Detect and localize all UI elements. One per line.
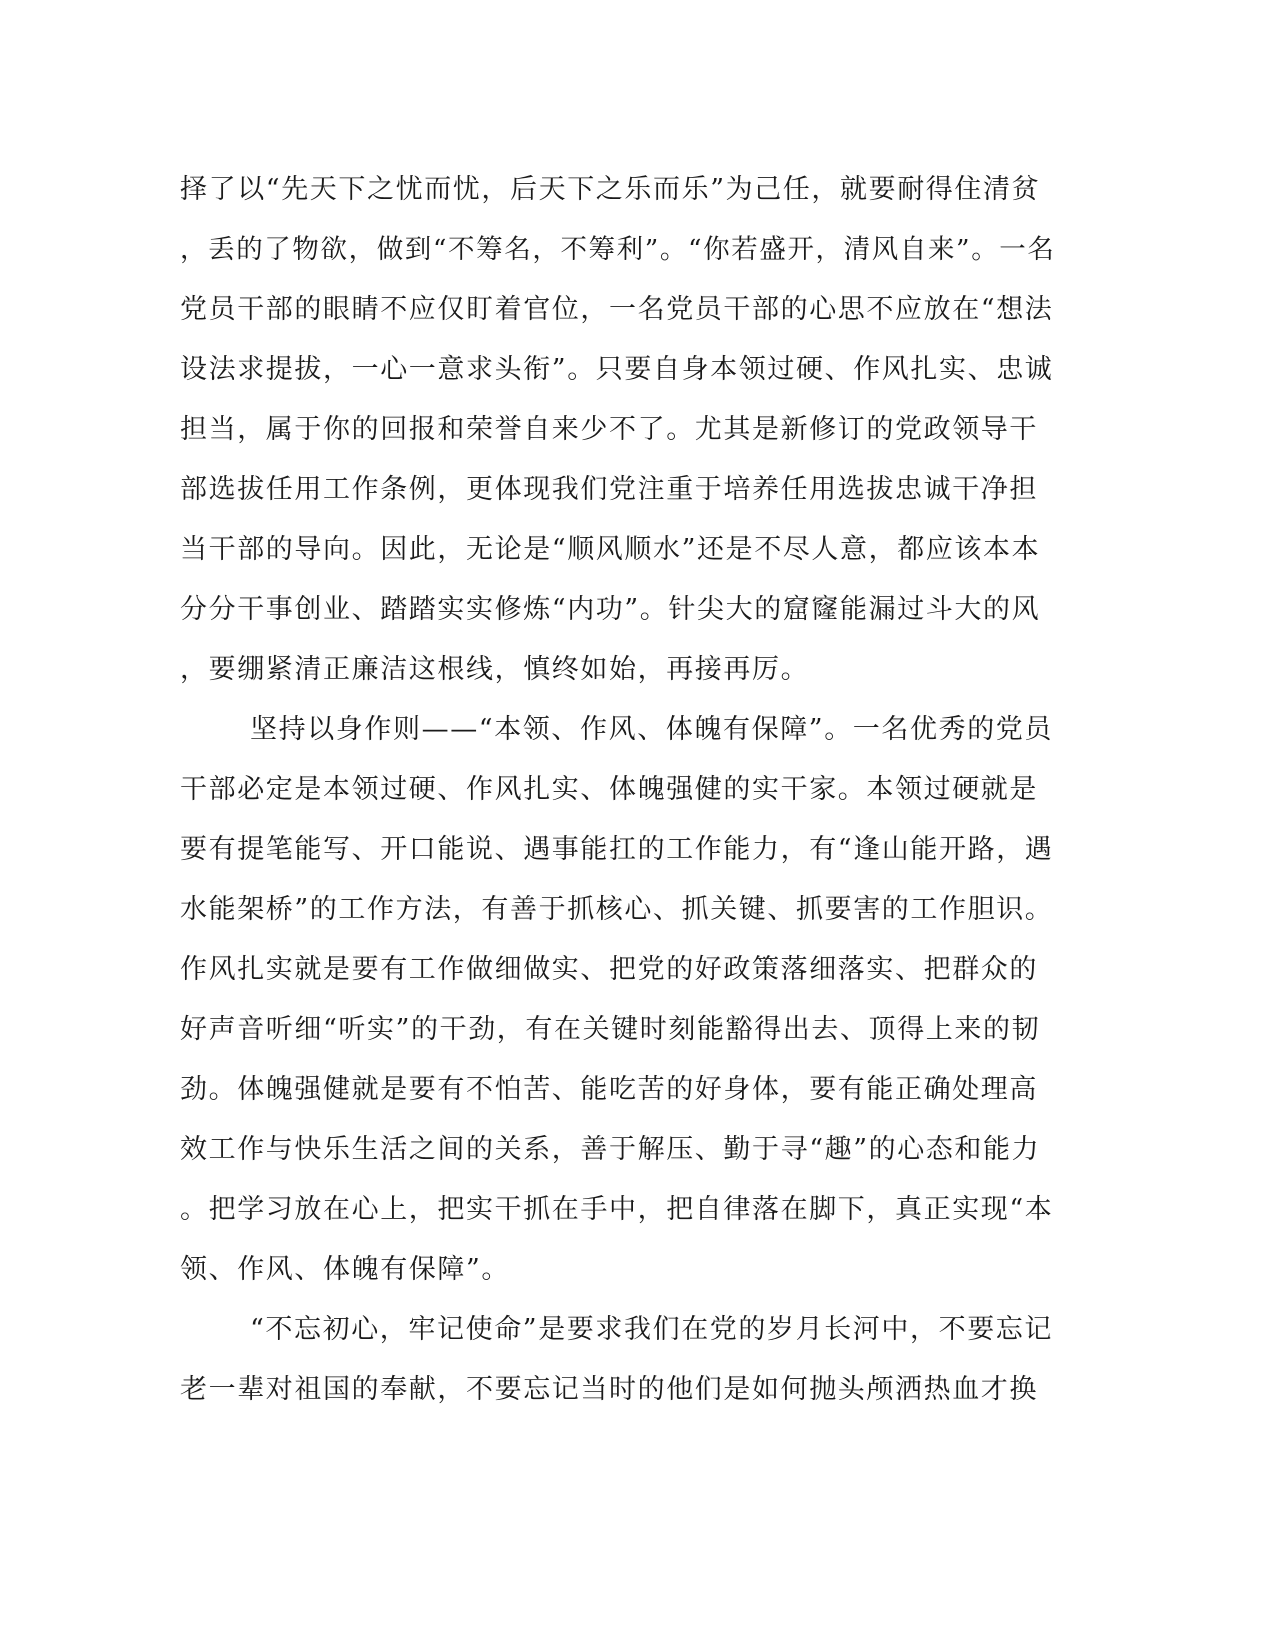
text-line: 择了以“先天下之忧而忧，后天下之乐而乐”为己任，就要耐得住清贫 xyxy=(180,174,1041,205)
text-line: 党员干部的眼睛不应仅盯着官位，一名党员干部的心思不应放在“想法 xyxy=(180,294,1054,325)
paragraph-2 xyxy=(180,700,1060,1300)
paragraph-1 xyxy=(180,160,1060,700)
text-line: 分分干事创业、踏踏实实修炼“内功”。针尖大的窟窿能漏过斗大的风 xyxy=(180,594,1041,625)
text-line: 好声音听细“听实”的干劲，有在关键时刻能豁得出去、顶得上来的韧 xyxy=(180,1014,1041,1045)
text-line: 作风扎实就是要有工作做细做实、把党的好政策落细落实、把群众的 xyxy=(180,954,1038,985)
text-line: ，丢的了物欲，做到“不筹名，不筹利”。“你若盛开，清风自来”。一名 xyxy=(180,234,1056,265)
text-line-indented: 坚持以身作则——“本领、作风、体魄有保障”。一名优秀的党员 xyxy=(250,714,1054,745)
text-line-indented: “不忘初心，牢记使命”是要求我们在党的岁月长河中，不要忘记 xyxy=(250,1314,1054,1345)
text-line: 干部必定是本领过硬、作风扎实、体魄强健的实干家。本领过硬就是 xyxy=(180,774,1038,805)
text-line: 要有提笔能写、开口能说、遇事能扛的工作能力，有“逢山能开路，遇 xyxy=(180,834,1054,865)
text-line: 效工作与快乐生活之间的关系，善于解压、勤于寻“趣”的心态和能力 xyxy=(180,1134,1041,1165)
text-line: 水能架桥”的工作方法，有善于抓核心、抓关键、抓要害的工作胆识。 xyxy=(180,894,1054,925)
paragraph-3 xyxy=(180,1300,1060,1420)
text-line: 。把学习放在心上，把实干抓在手中，把自律落在脚下，真正实现“本 xyxy=(180,1194,1054,1225)
text-line: 设法求提拔，一心一意求头衔”。只要自身本领过硬、作风扎实、忠诚 xyxy=(180,354,1054,385)
text-line: ，要绷紧清正廉洁这根线，慎终如始，再接再厉。 xyxy=(180,654,810,685)
text-line: 当干部的导向。因此，无论是“顺风顺水”还是不尽人意，都应该本本 xyxy=(180,534,1041,565)
text-line: 领、作风、体魄有保障”。 xyxy=(180,1254,511,1285)
document-body xyxy=(180,160,1060,1420)
text-line: 老一辈对祖国的奉献，不要忘记当时的他们是如何抛头颅洒热血才换 xyxy=(180,1374,1038,1405)
text-line: 劲。体魄强健就是要有不怕苦、能吃苦的好身体，要有能正确处理高 xyxy=(180,1074,1038,1105)
text-line: 担当，属于你的回报和荣誉自来少不了。尤其是新修订的党政领导干 xyxy=(180,414,1038,445)
text-line: 部选拔任用工作条例，更体现我们党注重于培养任用选拔忠诚干净担 xyxy=(180,474,1038,505)
